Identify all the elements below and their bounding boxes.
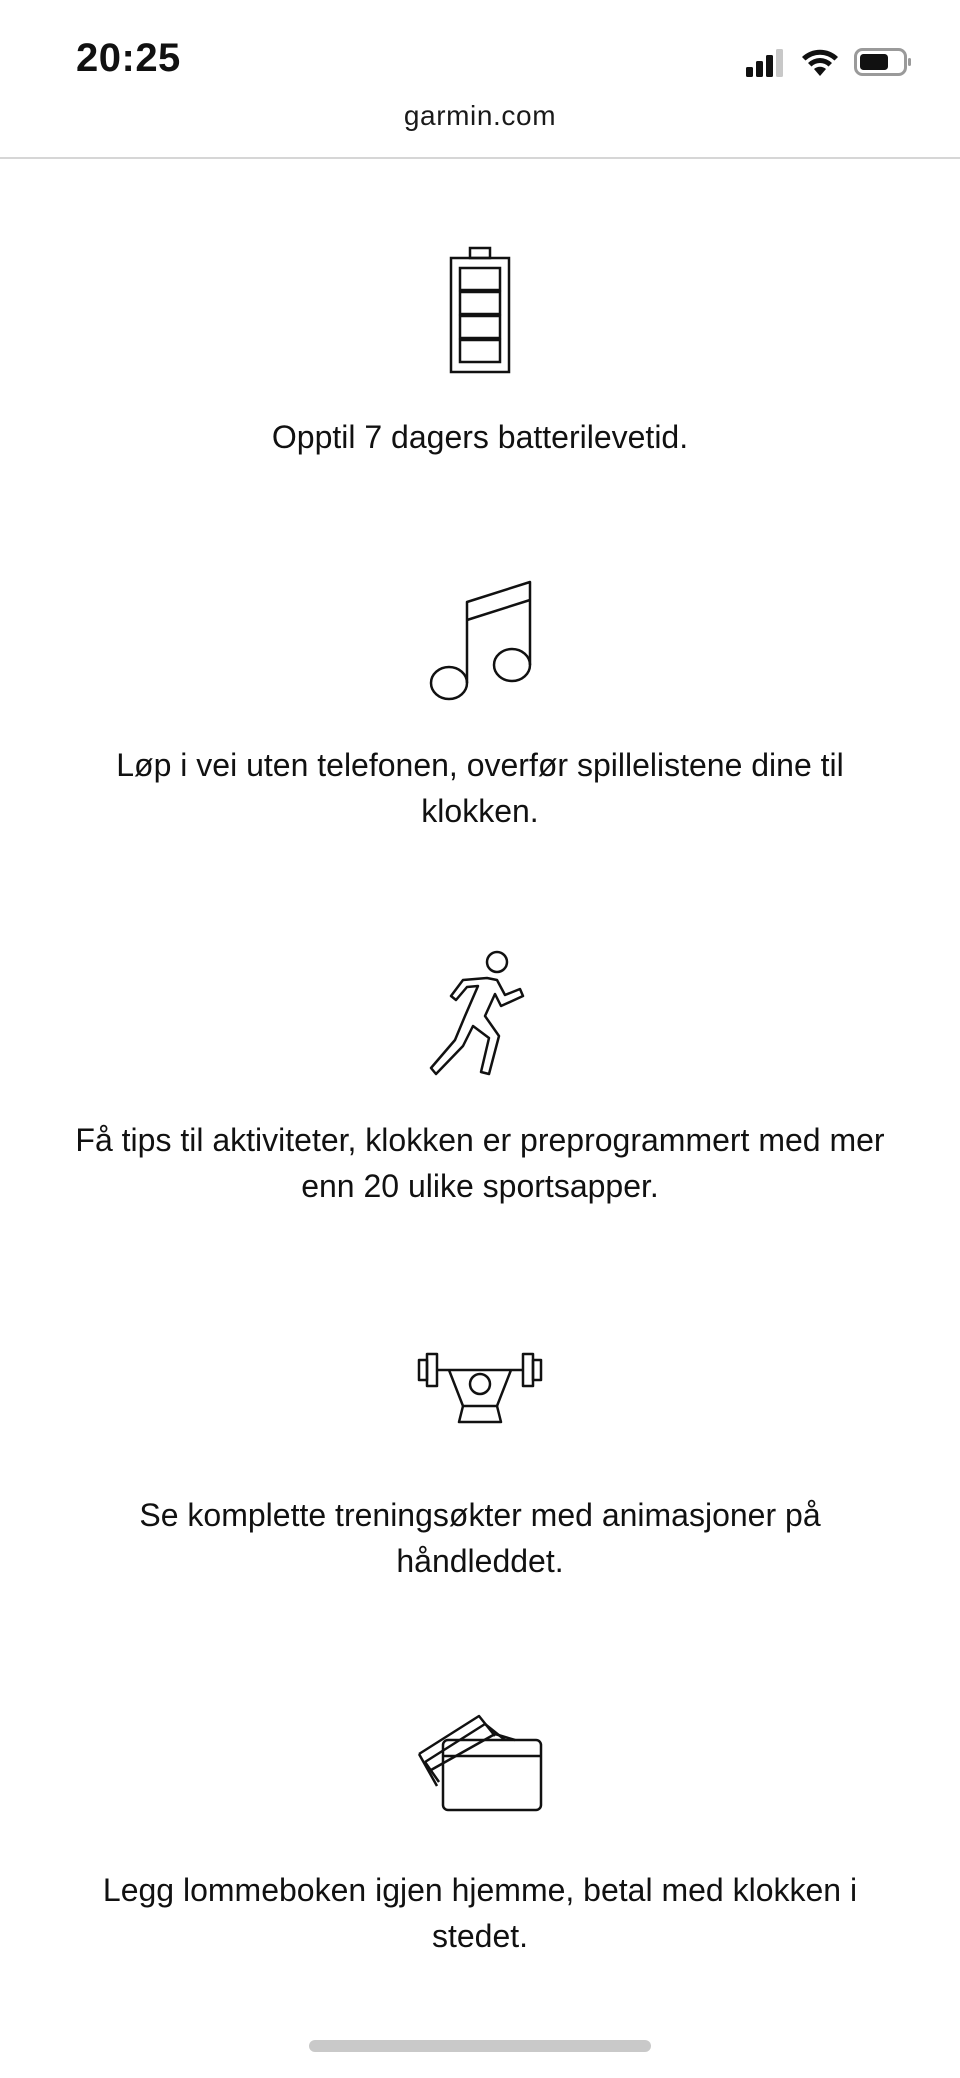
wallet-cards-icon bbox=[415, 1706, 545, 1816]
feature-running bbox=[0, 950, 960, 1080]
battery-icon bbox=[854, 47, 914, 77]
status-time: 20:25 bbox=[76, 36, 181, 80]
wifi-icon bbox=[800, 47, 840, 77]
feature-battery bbox=[0, 246, 960, 376]
battery-icon bbox=[445, 246, 515, 376]
status-bar bbox=[0, 0, 960, 110]
home-indicator[interactable] bbox=[309, 2040, 651, 2052]
address-bar-divider bbox=[0, 157, 960, 159]
music-note-icon bbox=[425, 578, 535, 708]
feature-battery-text: Opptil 7 dagers batterilevetid. bbox=[271, 419, 689, 455]
feature-running-text: Få tips til aktiviteter, klokken er preprogrammert med mer enn 20 ulike sportsapper. bbox=[75, 1122, 885, 1204]
feature-workouts bbox=[0, 1346, 960, 1426]
cellular-signal-icon bbox=[746, 47, 786, 77]
status-icons bbox=[746, 42, 914, 82]
runner-icon bbox=[425, 950, 535, 1080]
address-bar-url[interactable]: garmin.com bbox=[403, 100, 557, 131]
weightlifting-icon bbox=[415, 1346, 545, 1426]
feature-music bbox=[0, 578, 960, 708]
feature-workouts-text: Se komplette treningsøkter med animasjoner på håndleddet. bbox=[139, 1497, 821, 1579]
feature-payments bbox=[0, 1706, 960, 1816]
feature-music-text: Løp i vei uten telefonen, overfør spillelistene dine til klokken. bbox=[116, 747, 844, 829]
feature-payments-text: Legg lommeboken igjen hjemme, betal med klokken i stedet. bbox=[102, 1872, 858, 1954]
